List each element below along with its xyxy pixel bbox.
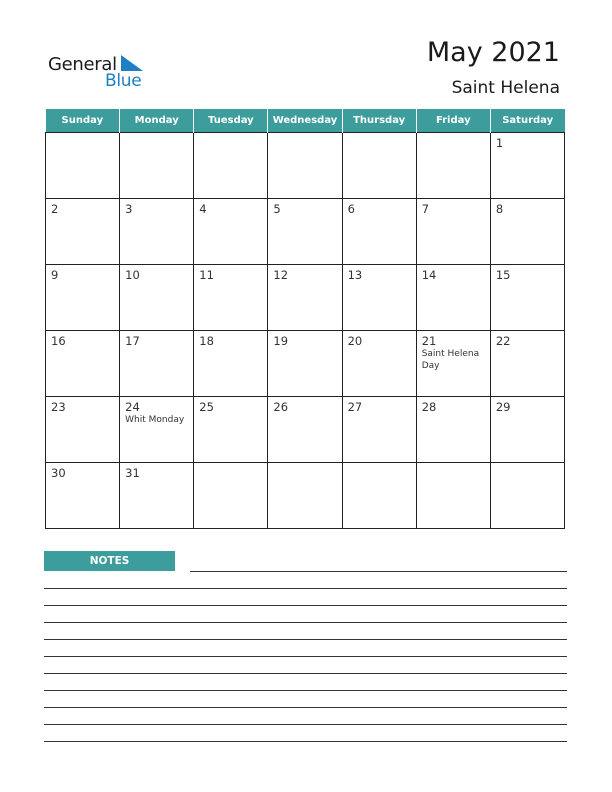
day-cell[interactable] [46,199,120,265]
day-number [194,133,267,137]
notes-line [44,707,567,708]
day-cell[interactable] [268,199,342,265]
day-number: 25 [199,400,214,414]
day-number: 23 [51,400,66,414]
calendar-title: May 2021 [426,37,560,68]
day-number [417,133,490,137]
day-number: 1 [495,136,504,150]
day-cell[interactable] [268,265,342,331]
notes-line [44,673,567,674]
notes-line [44,724,567,725]
holiday-label: Saint Helena Day [421,349,480,371]
notes-line [44,588,567,589]
notes-line [190,571,567,572]
day-cell[interactable] [416,133,490,199]
day-cell[interactable] [46,133,120,199]
day-cell[interactable] [416,265,490,331]
day-cell[interactable] [268,397,342,463]
day-cell[interactable] [120,397,194,463]
weekday-header: Saturday [490,109,564,133]
day-cell[interactable] [490,397,564,463]
day-cell[interactable] [194,133,268,199]
weekday-header: Wednesday [268,109,342,133]
calendar-week-row [46,265,565,331]
holiday-label: Whit Monday [125,415,185,425]
notes-line [44,639,567,640]
logo-text-general: General [48,54,117,75]
day-number [120,133,193,137]
day-cell[interactable] [268,133,342,199]
day-number: 31 [125,466,140,480]
notes-line [44,656,567,657]
calendar-week-row [46,133,565,199]
day-cell[interactable] [46,463,120,529]
day-number [46,133,119,137]
day-number: 27 [347,400,363,414]
calendar-grid [45,109,565,529]
day-cell[interactable] [342,463,416,529]
day-number: 26 [273,400,289,414]
day-number: 8 [495,202,504,216]
day-cell[interactable] [268,331,342,397]
day-number [491,463,564,467]
day-number [343,133,416,137]
day-number: 12 [273,268,289,282]
notes-line [44,605,567,606]
notes-label: NOTES [44,551,175,571]
day-cell[interactable] [46,397,120,463]
notes-line [44,741,567,742]
day-cell[interactable] [120,265,194,331]
day-cell[interactable] [194,463,268,529]
logo-text-blue: Blue [105,71,142,91]
day-number [194,463,267,467]
day-number: 29 [495,400,511,414]
generalblue-logo [48,50,158,95]
day-number: 13 [347,268,363,282]
day-number: 17 [125,334,140,348]
day-cell[interactable] [194,331,268,397]
day-cell[interactable] [490,331,564,397]
day-cell[interactable] [490,463,564,529]
day-cell[interactable] [120,199,194,265]
day-number: 2 [51,202,59,216]
day-cell[interactable] [120,331,194,397]
day-number: 5 [273,202,281,216]
day-cell[interactable] [46,331,120,397]
day-cell[interactable] [194,397,268,463]
day-cell[interactable] [490,133,564,199]
day-number [343,463,416,467]
notes-line [44,622,567,623]
day-cell[interactable] [490,265,564,331]
day-cell[interactable] [416,331,490,397]
weekday-header: Thursday [342,109,416,133]
day-cell[interactable] [268,463,342,529]
day-cell[interactable] [416,463,490,529]
day-cell[interactable] [120,133,194,199]
day-number: 18 [199,334,214,348]
day-cell[interactable] [46,265,120,331]
day-number [417,463,490,467]
day-number: 9 [51,268,59,282]
day-number: 16 [51,334,66,348]
day-number: 20 [347,334,363,348]
day-number: 10 [125,268,140,282]
day-cell[interactable] [120,463,194,529]
day-number: 15 [495,268,511,282]
day-cell[interactable] [342,133,416,199]
weekday-header-row [46,109,565,133]
day-number: 6 [347,202,355,216]
day-number: 30 [51,466,66,480]
calendar-week-row [46,397,565,463]
calendar-week-row [46,199,565,265]
day-cell[interactable] [342,199,416,265]
day-cell[interactable] [416,199,490,265]
day-cell[interactable] [342,397,416,463]
weekday-header: Sunday [46,109,120,133]
day-number: 4 [199,202,207,216]
logo-triangle-icon [121,55,143,71]
weekday-header: Tuesday [194,109,268,133]
day-number: 3 [125,202,133,216]
weekday-header: Friday [416,109,490,133]
country-name: Saint Helena [451,78,560,98]
day-cell[interactable] [416,397,490,463]
day-cell[interactable] [194,199,268,265]
day-number: 24 [125,400,140,414]
weekday-header: Monday [120,109,194,133]
calendar-week-row [46,331,565,397]
notes-line [44,690,567,691]
day-cell[interactable] [194,265,268,331]
day-number [268,463,341,467]
day-number: 22 [495,334,511,348]
day-cell[interactable] [342,265,416,331]
day-number: 14 [421,268,437,282]
day-number: 19 [273,334,289,348]
day-number: 28 [421,400,437,414]
day-number: 7 [421,202,430,216]
day-cell[interactable] [490,199,564,265]
day-number: 21 [421,334,437,348]
day-number: 11 [199,268,214,282]
day-cell[interactable] [342,331,416,397]
day-number [268,133,341,137]
calendar-week-row [46,463,565,529]
